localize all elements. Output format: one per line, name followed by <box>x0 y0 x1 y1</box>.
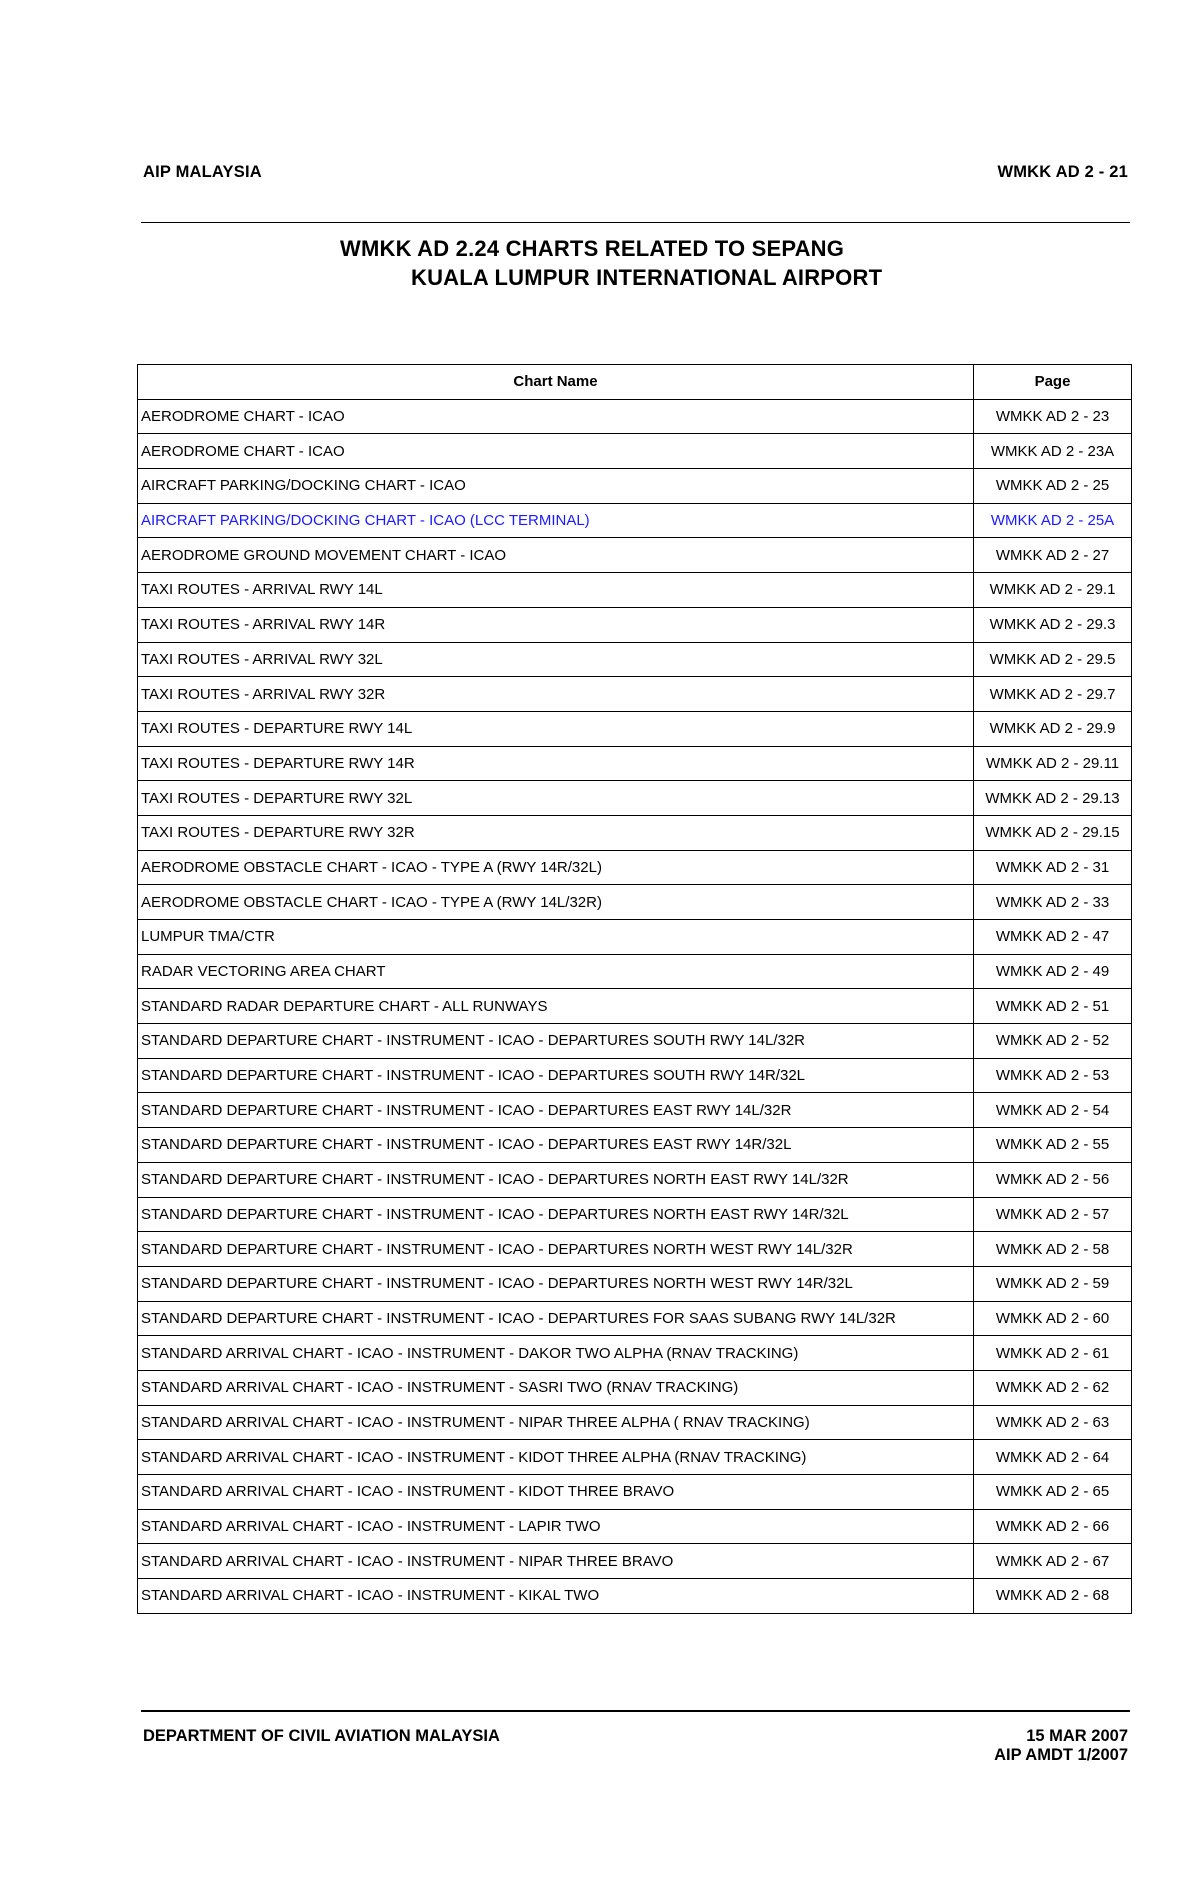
chart-page-cell: WMKK AD 2 - 62 <box>974 1370 1132 1405</box>
table-row <box>138 503 1132 538</box>
chart-name-cell: STANDARD DEPARTURE CHART - INSTRUMENT - ICAO - DEPARTURES NORTH WEST RWY 14L/32R <box>138 1232 974 1267</box>
header-divider <box>141 222 1130 223</box>
chart-name-cell: STANDARD DEPARTURE CHART - INSTRUMENT - ICAO - DEPARTURES SOUTH RWY 14L/32R <box>138 1024 974 1059</box>
chart-page-cell: WMKK AD 2 - 49 <box>974 954 1132 989</box>
table-row <box>138 538 1132 573</box>
chart-name-cell: TAXI ROUTES - ARRIVAL RWY 32L <box>138 642 974 677</box>
table-row <box>138 1266 1132 1301</box>
table-row <box>138 1162 1132 1197</box>
chart-page-cell: WMKK AD 2 - 29.13 <box>974 781 1132 816</box>
chart-page-cell: WMKK AD 2 - 25A <box>974 503 1132 538</box>
column-header-page: Page <box>974 365 1132 400</box>
table-row <box>138 434 1132 469</box>
title-line-2: KUALA LUMPUR INTERNATIONAL AIRPORT <box>411 265 883 290</box>
table-row <box>138 1301 1132 1336</box>
table-row <box>138 815 1132 850</box>
chart-name-cell: AIRCRAFT PARKING/DOCKING CHART - ICAO (LCC TERMINAL) <box>138 503 974 538</box>
title-line-1: WMKK AD 2.24 CHARTS RELATED TO SEPANG <box>340 236 845 261</box>
table-row <box>138 1232 1132 1267</box>
table-row <box>138 885 1132 920</box>
chart-page-cell: WMKK AD 2 - 56 <box>974 1162 1132 1197</box>
chart-name-cell: TAXI ROUTES - ARRIVAL RWY 32R <box>138 677 974 712</box>
chart-name-cell: STANDARD ARRIVAL CHART - ICAO - INSTRUMENT - KIDOT THREE ALPHA (RNAV TRACKING) <box>138 1440 974 1475</box>
table-row <box>138 850 1132 885</box>
chart-page-cell: WMKK AD 2 - 63 <box>974 1405 1132 1440</box>
chart-page-cell: WMKK AD 2 - 64 <box>974 1440 1132 1475</box>
chart-page-cell: WMKK AD 2 - 29.1 <box>974 573 1132 608</box>
chart-page-cell: WMKK AD 2 - 59 <box>974 1266 1132 1301</box>
chart-page-cell: WMKK AD 2 - 65 <box>974 1475 1132 1510</box>
chart-name-cell: STANDARD RADAR DEPARTURE CHART - ALL RUNWAYS <box>138 989 974 1024</box>
chart-name-cell: STANDARD ARRIVAL CHART - ICAO - INSTRUMENT - LAPIR TWO <box>138 1509 974 1544</box>
table-row <box>138 1544 1132 1579</box>
chart-name-cell: STANDARD ARRIVAL CHART - ICAO - INSTRUMENT - DAKOR TWO ALPHA (RNAV TRACKING) <box>138 1336 974 1371</box>
chart-page-cell: WMKK AD 2 - 33 <box>974 885 1132 920</box>
footer-edition <box>994 1727 1128 1765</box>
chart-name-cell: STANDARD ARRIVAL CHART - ICAO - INSTRUMENT - NIPAR THREE ALPHA ( RNAV TRACKING) <box>138 1405 974 1440</box>
chart-name-cell: STANDARD DEPARTURE CHART - INSTRUMENT - ICAO - DEPARTURES FOR SAAS SUBANG RWY 14L/32R <box>138 1301 974 1336</box>
table-row <box>138 1058 1132 1093</box>
chart-name-cell: RADAR VECTORING AREA CHART <box>138 954 974 989</box>
chart-name-cell: STANDARD ARRIVAL CHART - ICAO - INSTRUMENT - KIDOT THREE BRAVO <box>138 1475 974 1510</box>
table-row <box>138 746 1132 781</box>
chart-page-cell: WMKK AD 2 - 53 <box>974 1058 1132 1093</box>
chart-name-cell: AIRCRAFT PARKING/DOCKING CHART - ICAO <box>138 469 974 504</box>
chart-page-cell: WMKK AD 2 - 58 <box>974 1232 1132 1267</box>
table-row <box>138 920 1132 955</box>
table-row <box>138 399 1132 434</box>
chart-page-cell: WMKK AD 2 - 66 <box>974 1509 1132 1544</box>
table-row <box>138 677 1132 712</box>
footer-amendment: AIP AMDT 1/2007 <box>994 1746 1128 1764</box>
chart-page-cell: WMKK AD 2 - 29.3 <box>974 607 1132 642</box>
chart-name-cell: STANDARD ARRIVAL CHART - ICAO - INSTRUMENT - SASRI TWO (RNAV TRACKING) <box>138 1370 974 1405</box>
chart-name-cell: AERODROME CHART - ICAO <box>138 399 974 434</box>
chart-name-cell: TAXI ROUTES - ARRIVAL RWY 14L <box>138 573 974 608</box>
chart-page-cell: WMKK AD 2 - 25 <box>974 469 1132 504</box>
chart-page-cell: WMKK AD 2 - 23A <box>974 434 1132 469</box>
table-row <box>138 642 1132 677</box>
table-row <box>138 1197 1132 1232</box>
table-row <box>138 1440 1132 1475</box>
chart-page-cell: WMKK AD 2 - 60 <box>974 1301 1132 1336</box>
table-row <box>138 1024 1132 1059</box>
table-row <box>138 1509 1132 1544</box>
chart-name-cell: STANDARD ARRIVAL CHART - ICAO - INSTRUMENT - NIPAR THREE BRAVO <box>138 1544 974 1579</box>
table-row <box>138 1370 1132 1405</box>
chart-name-cell: AERODROME OBSTACLE CHART - ICAO - TYPE A (RWY 14L/32R) <box>138 885 974 920</box>
chart-page-cell: WMKK AD 2 - 29.9 <box>974 711 1132 746</box>
chart-page-cell: WMKK AD 2 - 52 <box>974 1024 1132 1059</box>
chart-name-cell: STANDARD ARRIVAL CHART - ICAO - INSTRUMENT - KIKAL TWO <box>138 1579 974 1614</box>
chart-name-cell: AERODROME CHART - ICAO <box>138 434 974 469</box>
charts-table <box>137 364 1132 1614</box>
chart-name-cell: TAXI ROUTES - DEPARTURE RWY 32R <box>138 815 974 850</box>
table-row <box>138 1093 1132 1128</box>
chart-page-cell: WMKK AD 2 - 29.11 <box>974 746 1132 781</box>
table-row <box>138 1336 1132 1371</box>
chart-page-cell: WMKK AD 2 - 29.5 <box>974 642 1132 677</box>
chart-name-cell: TAXI ROUTES - DEPARTURE RWY 14R <box>138 746 974 781</box>
chart-name-cell: AERODROME OBSTACLE CHART - ICAO - TYPE A (RWY 14R/32L) <box>138 850 974 885</box>
table-row <box>138 1405 1132 1440</box>
chart-page-cell: WMKK AD 2 - 61 <box>974 1336 1132 1371</box>
table-row <box>138 607 1132 642</box>
chart-page-cell: WMKK AD 2 - 68 <box>974 1579 1132 1614</box>
chart-page-cell: WMKK AD 2 - 54 <box>974 1093 1132 1128</box>
table-row <box>138 989 1132 1024</box>
table-row <box>138 469 1132 504</box>
footer-divider <box>141 1710 1130 1712</box>
chart-page-cell: WMKK AD 2 - 27 <box>974 538 1132 573</box>
chart-page-cell: WMKK AD 2 - 31 <box>974 850 1132 885</box>
table-row <box>138 573 1132 608</box>
column-header-chart-name: Chart Name <box>138 365 974 400</box>
chart-name-cell: STANDARD DEPARTURE CHART - INSTRUMENT - ICAO - DEPARTURES EAST RWY 14L/32R <box>138 1093 974 1128</box>
chart-name-cell: STANDARD DEPARTURE CHART - INSTRUMENT - ICAO - DEPARTURES NORTH WEST RWY 14R/32L <box>138 1266 974 1301</box>
chart-page-cell: WMKK AD 2 - 23 <box>974 399 1132 434</box>
chart-page-cell: WMKK AD 2 - 29.7 <box>974 677 1132 712</box>
chart-page-cell: WMKK AD 2 - 55 <box>974 1128 1132 1163</box>
chart-page-cell: WMKK AD 2 - 51 <box>974 989 1132 1024</box>
table-row <box>138 781 1132 816</box>
chart-name-cell: STANDARD DEPARTURE CHART - INSTRUMENT - ICAO - DEPARTURES EAST RWY 14R/32L <box>138 1128 974 1163</box>
header-page-number: WMKK AD 2 - 21 <box>997 163 1128 181</box>
chart-name-cell: STANDARD DEPARTURE CHART - INSTRUMENT - ICAO - DEPARTURES SOUTH RWY 14R/32L <box>138 1058 974 1093</box>
chart-name-cell: TAXI ROUTES - DEPARTURE RWY 32L <box>138 781 974 816</box>
header-publication: AIP MALAYSIA <box>143 163 262 181</box>
chart-name-cell: STANDARD DEPARTURE CHART - INSTRUMENT - ICAO - DEPARTURES NORTH EAST RWY 14L/32R <box>138 1162 974 1197</box>
chart-name-cell: AERODROME GROUND MOVEMENT CHART - ICAO <box>138 538 974 573</box>
table-header-row <box>138 365 1132 400</box>
table-row <box>138 711 1132 746</box>
chart-name-cell: TAXI ROUTES - DEPARTURE RWY 14L <box>138 711 974 746</box>
table-row <box>138 1475 1132 1510</box>
chart-page-cell: WMKK AD 2 - 47 <box>974 920 1132 955</box>
chart-page-cell: WMKK AD 2 - 29.15 <box>974 815 1132 850</box>
footer-department: DEPARTMENT OF CIVIL AVIATION MALAYSIA <box>143 1727 500 1745</box>
chart-name-cell: TAXI ROUTES - ARRIVAL RWY 14R <box>138 607 974 642</box>
footer-date: 15 MAR 2007 <box>1026 1727 1128 1745</box>
chart-page-cell: WMKK AD 2 - 57 <box>974 1197 1132 1232</box>
table-body <box>138 399 1132 1613</box>
chart-name-cell: LUMPUR TMA/CTR <box>138 920 974 955</box>
chart-name-cell: STANDARD DEPARTURE CHART - INSTRUMENT - ICAO - DEPARTURES NORTH EAST RWY 14R/32L <box>138 1197 974 1232</box>
table-row <box>138 954 1132 989</box>
table-row <box>138 1579 1132 1614</box>
chart-page-cell: WMKK AD 2 - 67 <box>974 1544 1132 1579</box>
table-row <box>138 1128 1132 1163</box>
